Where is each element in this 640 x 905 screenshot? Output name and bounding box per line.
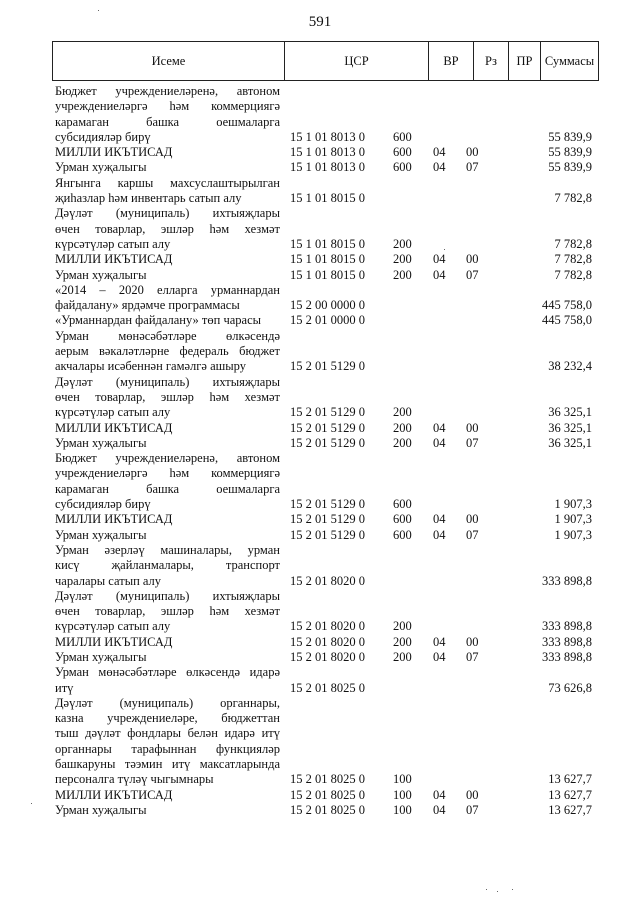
row-name-line: аерым вәкаләтләрне федераль бюджет [55, 344, 280, 359]
row-pr: 00 [466, 145, 479, 160]
row-name [55, 176, 280, 207]
table-row [0, 788, 640, 803]
header-pr: ПР [509, 42, 541, 80]
row-name-line: МИЛЛИ ИКЪТИСАД [55, 634, 173, 649]
row-rz: 04 [433, 160, 446, 175]
row-csr: 15 2 01 5129 0 [290, 497, 365, 512]
row-csr: 15 2 01 0000 0 [290, 313, 365, 328]
row-name-line: өчен товарлар, эшләр һәм хезмәт [55, 604, 280, 619]
row-vr: 600 [393, 145, 412, 160]
row-vr: 200 [393, 252, 412, 267]
table-row [0, 283, 640, 314]
header-vr: ВР [429, 42, 474, 80]
row-csr: 15 1 01 8015 0 [290, 267, 365, 282]
row-sum: 445 758,0 [542, 313, 592, 328]
row-csr: 15 2 01 8020 0 [290, 573, 365, 588]
row-csr: 15 1 01 8015 0 [290, 252, 365, 267]
row-name [55, 160, 280, 175]
row-name-line: чаралары сатып алу [55, 573, 162, 588]
row-name [55, 635, 280, 650]
row-name-line: итү [55, 680, 74, 695]
row-name [55, 313, 280, 328]
row-vr: 200 [393, 649, 412, 664]
table-row [0, 329, 640, 375]
row-csr: 15 2 01 5129 0 [290, 405, 365, 420]
row-vr: 200 [393, 236, 412, 251]
row-name-line: МИЛЛИ ИКЪТИСАД [55, 252, 173, 267]
row-sum: 55 839,9 [548, 160, 592, 175]
row-csr: 15 2 01 8020 0 [290, 649, 365, 664]
row-csr: 15 2 00 0000 0 [290, 298, 365, 313]
table-row [0, 696, 640, 788]
row-csr: 15 1 01 8013 0 [290, 160, 365, 175]
row-name [55, 252, 280, 267]
row-sum: 38 232,4 [548, 359, 592, 374]
row-name-line: Урман хуҗалыгы [55, 802, 147, 817]
scan-speck [31, 803, 32, 804]
row-csr: 15 2 01 5129 0 [290, 527, 365, 542]
row-name [55, 268, 280, 283]
row-name [55, 84, 280, 145]
row-name-line: карамаган башка оешмаларга [55, 481, 280, 496]
row-pr: 07 [466, 527, 479, 542]
row-name-line: Бюджет учреждениеләренә, автоном [55, 451, 280, 466]
row-sum: 333 898,8 [542, 619, 592, 634]
row-pr: 00 [466, 252, 479, 267]
row-rz: 04 [433, 252, 446, 267]
row-name-line: «Урманнардан файдалану» төп чарасы [55, 313, 262, 328]
table-row [0, 543, 640, 589]
table-row [0, 451, 640, 512]
row-pr: 07 [466, 649, 479, 664]
row-name-line: Урман хуҗалыгы [55, 267, 147, 282]
scan-speck [497, 891, 498, 892]
row-name-line: өчен товарлар, эшләр һәм хезмәт [55, 389, 280, 404]
table-row [0, 160, 640, 175]
row-csr: 15 2 01 8025 0 [290, 772, 365, 787]
row-name [55, 528, 280, 543]
row-name-line: Дәүләт (муниципаль) органнары, [55, 695, 280, 710]
row-csr: 15 2 01 5129 0 [290, 512, 365, 527]
row-sum: 333 898,8 [542, 649, 592, 664]
row-name-line: Урман хуҗалыгы [55, 649, 147, 664]
row-name-line: Урман хуҗалыгы [55, 435, 147, 450]
row-rz: 04 [433, 267, 446, 282]
row-vr: 600 [393, 497, 412, 512]
table-row [0, 176, 640, 207]
row-pr: 00 [466, 420, 479, 435]
header-name: Исеме [53, 42, 285, 80]
row-vr: 200 [393, 634, 412, 649]
row-vr: 100 [393, 787, 412, 802]
table-row [0, 313, 640, 328]
row-rz: 04 [433, 527, 446, 542]
row-name-line: өчен товарлар, эшләр һәм хезмәт [55, 221, 280, 236]
row-csr: 15 2 01 8020 0 [290, 634, 365, 649]
row-name-line: карамаган башка оешмаларга [55, 114, 280, 129]
row-rz: 04 [433, 145, 446, 160]
table-row [0, 436, 640, 451]
row-name-line: «2014 – 2020 елларга урманнардан [55, 282, 280, 297]
row-sum: 36 325,1 [548, 405, 592, 420]
row-vr: 200 [393, 267, 412, 282]
table-header [52, 41, 599, 81]
row-name-line: МИЛЛИ ИКЪТИСАД [55, 512, 173, 527]
row-name [55, 145, 280, 160]
table-row [0, 145, 640, 160]
row-vr: 200 [393, 435, 412, 450]
row-name [55, 206, 280, 252]
table-row [0, 589, 640, 635]
row-vr: 200 [393, 619, 412, 634]
row-name [55, 283, 280, 314]
row-rz: 04 [433, 512, 446, 527]
row-name-line: Янгынга каршы махсуслаштырылган [55, 175, 280, 190]
row-sum: 1 907,3 [554, 512, 592, 527]
row-pr: 00 [466, 787, 479, 802]
row-name-line: кисү җайланмалары, транспорт [55, 558, 280, 573]
row-rz: 04 [433, 435, 446, 450]
row-csr: 15 2 01 5129 0 [290, 359, 365, 374]
row-name-line: җиһазлар һәм инвентарь сатып алу [55, 191, 242, 206]
row-name-line: учреждениеләргә һәм коммерциягә [55, 99, 280, 114]
row-csr: 15 2 01 8025 0 [290, 787, 365, 802]
row-rz: 04 [433, 420, 446, 435]
row-sum: 55 839,9 [548, 129, 592, 144]
row-sum: 333 898,8 [542, 573, 592, 588]
header-sum: Суммасы [544, 54, 595, 68]
table-row [0, 206, 640, 252]
row-name-line: органнары тарафыннан функцияләр [55, 741, 280, 756]
table-body [0, 84, 640, 818]
row-name-line: Дәүләт (муниципаль) ихтыяҗлары [55, 206, 280, 221]
table-row [0, 421, 640, 436]
row-vr: 600 [393, 160, 412, 175]
scan-speck [512, 889, 513, 890]
row-sum: 1 907,3 [554, 527, 592, 542]
row-pr: 00 [466, 512, 479, 527]
row-csr: 15 1 01 8015 0 [290, 236, 365, 251]
row-name [55, 589, 280, 635]
row-vr: 200 [393, 420, 412, 435]
row-name [55, 665, 280, 696]
row-name [55, 451, 280, 512]
row-name [55, 375, 280, 421]
row-name-line: учреждениеләргә һәм коммерциягә [55, 466, 280, 481]
row-vr: 600 [393, 527, 412, 542]
row-csr: 15 1 01 8015 0 [290, 191, 365, 206]
row-sum: 73 626,8 [548, 680, 592, 695]
table-row [0, 665, 640, 696]
row-name-line: Дәүләт (муниципаль) ихтыяҗлары [55, 374, 280, 389]
row-name-line: Урман мөнәсәбәтләре өлкәсендә идарә [55, 665, 280, 680]
row-vr: 100 [393, 802, 412, 817]
row-name [55, 421, 280, 436]
row-name [55, 512, 280, 527]
row-sum: 7 782,8 [554, 236, 592, 251]
row-csr: 15 2 01 8020 0 [290, 619, 365, 634]
scan-speck [444, 249, 445, 250]
row-sum: 1 907,3 [554, 497, 592, 512]
row-name-line: күрсәтүләр сатып алу [55, 405, 171, 420]
row-name-line: МИЛЛИ ИКЪТИСАД [55, 145, 173, 160]
row-csr: 15 2 01 5129 0 [290, 435, 365, 450]
row-name [55, 650, 280, 665]
row-sum: 333 898,8 [542, 634, 592, 649]
table-row [0, 803, 640, 818]
row-rz: 04 [433, 802, 446, 817]
table-row [0, 268, 640, 283]
row-pr: 07 [466, 802, 479, 817]
row-name [55, 543, 280, 589]
row-name-line: күрсәтүләр сатып алу [55, 619, 171, 634]
row-name-line: субсидияләр бирү [55, 497, 151, 512]
row-csr: 15 2 01 8025 0 [290, 802, 365, 817]
row-sum: 13 627,7 [548, 772, 592, 787]
table-row [0, 650, 640, 665]
table-row [0, 84, 640, 145]
header-rz: Рз [474, 42, 509, 80]
row-name [55, 436, 280, 451]
row-sum: 36 325,1 [548, 420, 592, 435]
row-name-line: Дәүләт (муниципаль) ихтыяҗлары [55, 588, 280, 603]
row-pr: 00 [466, 634, 479, 649]
row-name-line: Урман хуҗалыгы [55, 527, 147, 542]
row-name-line: башкаруны тәэмин итү максатларында [55, 757, 280, 772]
header-csr: ЦСР [285, 42, 429, 80]
row-pr: 07 [466, 160, 479, 175]
row-sum: 13 627,7 [548, 802, 592, 817]
table-row [0, 252, 640, 267]
row-sum: 13 627,7 [548, 787, 592, 802]
row-name [55, 696, 280, 788]
row-name [55, 803, 280, 818]
row-vr: 600 [393, 512, 412, 527]
table-row [0, 528, 640, 543]
page-number: 591 [308, 14, 332, 30]
row-sum: 36 325,1 [548, 435, 592, 450]
row-name-line: персоналга түләү чыгымнары [55, 772, 214, 787]
row-pr: 07 [466, 267, 479, 282]
table-row [0, 512, 640, 527]
table-row [0, 375, 640, 421]
row-name-line: Урман хуҗалыгы [55, 160, 147, 175]
row-rz: 04 [433, 649, 446, 664]
row-sum: 7 782,8 [554, 191, 592, 206]
table-row [0, 635, 640, 650]
row-sum: 7 782,8 [554, 267, 592, 282]
row-vr: 100 [393, 772, 412, 787]
row-pr: 07 [466, 435, 479, 450]
row-name-line: Бюджет учреждениеләренә, автоном [55, 84, 280, 98]
scan-speck [486, 889, 487, 890]
row-name [55, 329, 280, 375]
row-name-line: Урман әзерләү машиналары, урман [55, 542, 280, 557]
row-sum: 55 839,9 [548, 145, 592, 160]
row-vr: 600 [393, 129, 412, 144]
row-name-line: МИЛЛИ ИКЪТИСАД [55, 420, 173, 435]
row-name-line: субсидияләр бирү [55, 129, 151, 144]
row-vr: 200 [393, 405, 412, 420]
row-name [55, 788, 280, 803]
row-sum: 7 782,8 [554, 252, 592, 267]
row-csr: 15 1 01 8013 0 [290, 145, 365, 160]
scan-speck [98, 10, 99, 11]
row-sum: 445 758,0 [542, 298, 592, 313]
row-name-line: Урман мөнәсәбәтләре өлкәсендә [55, 328, 280, 343]
row-csr: 15 2 01 5129 0 [290, 420, 365, 435]
row-name-line: МИЛЛИ ИКЪТИСАД [55, 787, 173, 802]
row-rz: 04 [433, 634, 446, 649]
row-rz: 04 [433, 787, 446, 802]
row-csr: 15 1 01 8013 0 [290, 129, 365, 144]
row-name-line: тыш дәүләт фондлары белән идарә итү [55, 726, 280, 741]
row-name-line: файдалану» ярдәмче программасы [55, 298, 240, 313]
row-name-line: күрсәтүләр сатып алу [55, 236, 171, 251]
row-name-line: казна учреждениеләре, бюджеттан [55, 711, 280, 726]
row-name-line: акчалары исәбеннән гамәлгә ашыру [55, 359, 246, 374]
row-csr: 15 2 01 8025 0 [290, 680, 365, 695]
